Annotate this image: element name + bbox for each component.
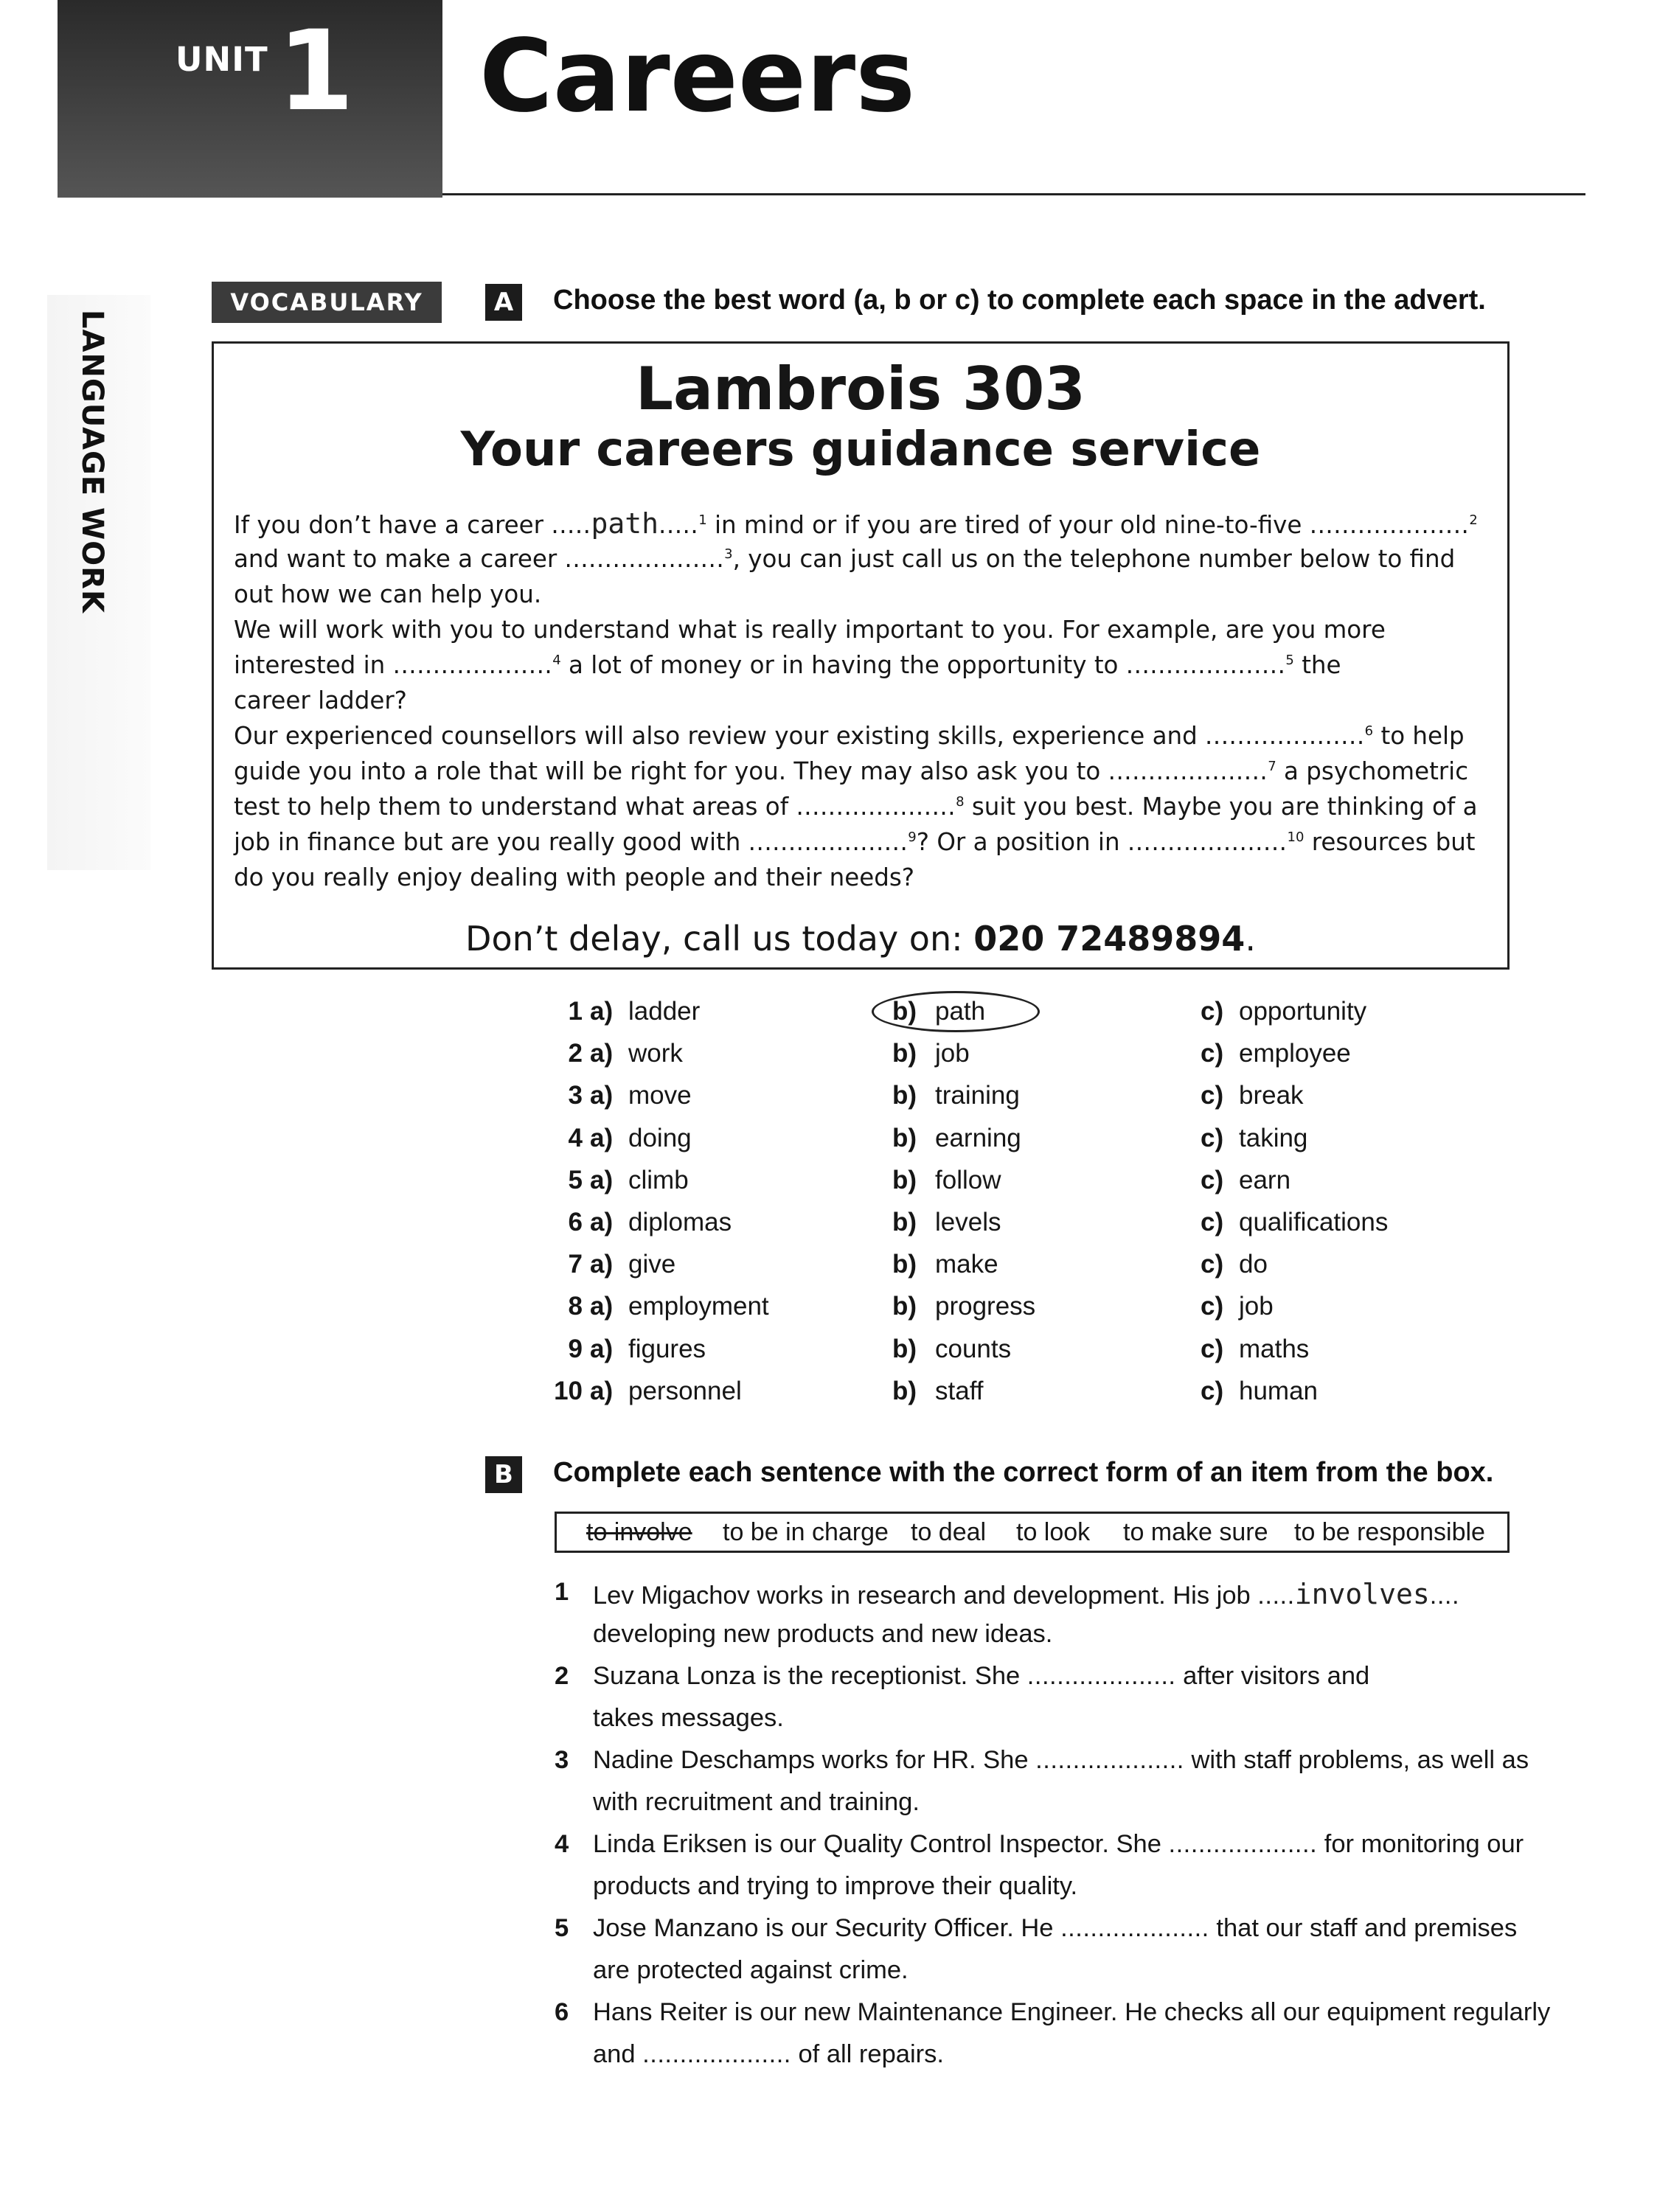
advert-text-run: in mind or if you are tired of your old nine-to-five — [706, 511, 1310, 539]
phone-number: 020 72489894 — [973, 919, 1246, 959]
handwritten-answer: path — [591, 507, 659, 540]
sentence-text: Lev Migachov works in research and development. His job — [593, 1582, 1258, 1610]
option-word-a: employment — [628, 1292, 769, 1321]
advert-line — [234, 754, 1495, 789]
advert-text-run: to help — [1373, 722, 1465, 750]
option-word-a: diplomas — [628, 1207, 732, 1237]
unit-number: 1 — [277, 7, 355, 136]
advert-text-run: a lot of money or in having the opportunity to — [560, 651, 1126, 679]
sentence-text: Nadine Deschamps works for HR. She — [593, 1746, 1036, 1774]
option-word-b: progress — [935, 1292, 1036, 1321]
sentence-line — [593, 1704, 784, 1733]
blank-dots: ..... — [1257, 1582, 1295, 1610]
option-letter-a: a) — [590, 1292, 614, 1321]
advert-text-run: and want to make a career — [234, 545, 565, 573]
sentence-text: with staff problems, as well as — [1184, 1746, 1529, 1774]
option-letter-a: a) — [590, 997, 614, 1026]
blank-dots: .................... — [1127, 828, 1288, 856]
sentence-line — [593, 1788, 920, 1817]
option-word-b: staff — [935, 1376, 984, 1405]
option-word-a: climb — [628, 1165, 689, 1194]
option-letter-c: c) — [1201, 1123, 1224, 1152]
advert-text-run: ? Or a position in — [916, 828, 1128, 856]
option-letter-c: c) — [1201, 1334, 1224, 1363]
advert-subtitle: Your careers guidance service — [460, 422, 1261, 477]
option-letter-b: b) — [892, 1376, 917, 1405]
choice-number: 1 — [568, 997, 583, 1026]
blank-dots: .................... — [564, 545, 725, 573]
choice-number: 4 — [568, 1123, 583, 1152]
choice-number: 3 — [568, 1081, 583, 1110]
gap-number: 8 — [956, 794, 965, 810]
unit-header-block — [58, 0, 442, 198]
advert-text-run: test to help them to understand what areas of — [234, 793, 796, 821]
advert-text-run: guide you into a role that will be right for you. They may also ask you to — [234, 757, 1108, 785]
option-word-a: doing — [628, 1123, 692, 1152]
option-letter-a: a) — [590, 1165, 614, 1194]
sentence-number: 6 — [555, 1998, 569, 2026]
option-word-b: make — [935, 1250, 998, 1279]
blank-dots: .................... — [1035, 1746, 1184, 1774]
blank-dots: .................... — [642, 2040, 791, 2068]
choice-number: 10 — [554, 1376, 583, 1405]
choice-number: 9 — [568, 1334, 583, 1363]
option-letter-a: a) — [590, 1123, 614, 1152]
advert-line — [234, 612, 1495, 647]
advert-text-run: out how we can help you. — [234, 580, 542, 608]
sentence-line — [593, 1914, 1517, 1943]
box-item: to make sure — [1123, 1517, 1268, 1546]
advert-text-run: a psychometric — [1276, 757, 1469, 785]
blank-dots: .................... — [1309, 511, 1470, 539]
title-divider — [442, 193, 1585, 195]
sentence-line — [593, 1578, 1459, 1610]
choice-number: 2 — [568, 1039, 583, 1068]
sentence-list — [555, 1578, 1551, 2082]
answer-circle — [872, 991, 1040, 1032]
section-a-instruction: Choose the best word (a, b or c) to complete each space in the advert. — [553, 285, 1486, 316]
gap-number: 3 — [724, 546, 733, 563]
gap-number: 6 — [1364, 723, 1374, 740]
option-word-b: path — [935, 997, 986, 1026]
option-word-a: personnel — [628, 1376, 742, 1405]
option-word-b: earning — [935, 1123, 1021, 1152]
option-letter-a: a) — [590, 1250, 614, 1279]
advert-line — [234, 824, 1495, 860]
option-word-c: opportunity — [1239, 997, 1367, 1026]
option-letter-b: b) — [892, 1334, 917, 1363]
sentence-number: 4 — [555, 1830, 569, 1858]
vocabulary-tag: VOCABULARY — [212, 282, 442, 323]
sentence-text: that our staff and premises — [1209, 1914, 1518, 1942]
sentence-number: 2 — [555, 1662, 569, 1690]
advert-text-run: interested in — [234, 651, 393, 679]
option-letter-b: b) — [892, 1039, 917, 1068]
box-item: to be responsible — [1294, 1517, 1485, 1546]
option-word-b: job — [935, 1039, 970, 1068]
option-word-c: employee — [1239, 1039, 1351, 1068]
sentence-item — [555, 1830, 1524, 1914]
option-word-c: earn — [1239, 1165, 1291, 1194]
sentence-item — [555, 1662, 1513, 1746]
option-word-b: counts — [935, 1334, 1012, 1363]
option-word-a: work — [628, 1039, 683, 1068]
option-word-c: maths — [1239, 1334, 1310, 1363]
sentence-item — [555, 1998, 1551, 2082]
gap-number: 10 — [1287, 830, 1305, 846]
sentence-line — [593, 1620, 1052, 1649]
call-text: Don’t delay, call us today on: — [465, 919, 974, 959]
option-letter-b: b) — [892, 1207, 917, 1237]
blank-dots: .................... — [748, 828, 909, 856]
box-item: to deal — [911, 1517, 987, 1546]
sentence-text: Suzana Lonza is the receptionist. She — [593, 1662, 1027, 1690]
box-item: to involve — [586, 1517, 692, 1546]
sentence-text: developing new products and new ideas. — [593, 1620, 1053, 1648]
blank-dots: ..... — [551, 511, 591, 539]
option-letter-c: c) — [1201, 1292, 1224, 1321]
sentence-text: for monitoring our — [1317, 1830, 1524, 1858]
sentence-text: with recruitment and training. — [593, 1788, 920, 1816]
choice-number: 8 — [568, 1292, 583, 1321]
box-item: to be in charge — [723, 1517, 889, 1546]
advert-text-run: , you can just call us on the telephone number below to find — [732, 545, 1456, 573]
sentence-item — [555, 1914, 1518, 1998]
sentence-line — [593, 1998, 1550, 2027]
sentence-line — [593, 2040, 944, 2069]
sentence-number: 5 — [555, 1914, 569, 1942]
unit-label: UNIT — [176, 40, 268, 79]
option-word-a: ladder — [628, 997, 701, 1026]
blank-dots: .................... — [796, 793, 956, 821]
advert-line — [234, 718, 1495, 754]
option-letter-c: c) — [1201, 1207, 1224, 1237]
advert-call-line — [214, 919, 1507, 959]
sentence-line — [593, 1662, 1369, 1691]
box-item: to look — [1016, 1517, 1091, 1546]
sentence-line — [593, 1830, 1524, 1859]
advert-text-run: the — [1293, 651, 1341, 679]
option-letter-b: b) — [892, 1165, 917, 1194]
blank-dots: .................... — [1205, 722, 1365, 750]
sentence-line — [593, 1872, 1077, 1901]
sentence-item — [555, 1746, 1529, 1830]
option-word-c: job — [1239, 1292, 1274, 1321]
advert-title: Lambrois 303 — [636, 355, 1085, 423]
option-letter-c: c) — [1201, 1250, 1224, 1279]
advert-text-run: do you really enjoy dealing with people and their needs? — [234, 863, 915, 891]
option-word-c: taking — [1239, 1123, 1308, 1152]
gap-number: 1 — [698, 512, 707, 529]
option-letter-c: c) — [1201, 1039, 1224, 1068]
advert-line — [234, 577, 1495, 612]
sentence-number: 1 — [555, 1578, 569, 1606]
section-a-letter: A — [485, 284, 522, 321]
blank-dots: .................... — [1125, 651, 1286, 679]
blank-dots: ..... — [659, 511, 699, 539]
option-letter-c: c) — [1201, 1376, 1224, 1405]
option-word-a: figures — [628, 1334, 706, 1363]
option-letter-b: b) — [892, 1292, 917, 1321]
choice-number: 5 — [568, 1165, 583, 1194]
sentence-text: takes messages. — [593, 1704, 784, 1732]
sentence-text: products and trying to improve their quality. — [593, 1872, 1078, 1900]
choice-number: 6 — [568, 1207, 583, 1237]
option-letter-a: a) — [590, 1376, 614, 1405]
option-letter-b: b) — [892, 1250, 917, 1279]
option-letter-c: c) — [1201, 1081, 1224, 1110]
option-word-b: training — [935, 1081, 1020, 1110]
option-letter-b: b) — [892, 997, 917, 1026]
sentence-number: 3 — [555, 1746, 569, 1774]
blank-dots: .................... — [1168, 1830, 1318, 1858]
sentence-line — [593, 1956, 909, 1985]
side-label-text: LANGUAGE WORK — [75, 310, 109, 613]
option-letter-c: c) — [1201, 997, 1224, 1026]
advert-text-run: If you don’t have a career — [234, 511, 552, 539]
sentence-item — [555, 1578, 1513, 1662]
blank-dots: .................... — [1108, 757, 1268, 785]
option-letter-a: a) — [590, 1039, 614, 1068]
blank-dots: .... — [1429, 1582, 1460, 1610]
option-letter-a: a) — [590, 1081, 614, 1110]
option-word-a: move — [628, 1081, 692, 1110]
option-letter-b: b) — [892, 1081, 917, 1110]
advert-text-run: Our experienced counsellors will also review your existing skills, experience and — [234, 722, 1206, 750]
advert-text-run: resources but — [1304, 828, 1476, 856]
sentence-text: after visitors and — [1175, 1662, 1370, 1690]
option-word-b: follow — [935, 1165, 1001, 1194]
gap-number: 4 — [552, 653, 561, 669]
option-letter-c: c) — [1201, 1165, 1224, 1194]
sentence-text: are protected against crime. — [593, 1956, 909, 1984]
sentence-text: Jose Manzano is our Security Officer. He — [593, 1914, 1061, 1942]
option-word-b: levels — [935, 1207, 1001, 1237]
advert-line — [234, 860, 1495, 895]
sentence-text: of all repairs. — [791, 2040, 944, 2068]
sentence-text: Hans Reiter is our new Maintenance Engineer. He checks all our equipment regularly — [593, 1998, 1551, 2026]
sentence-text: Linda Eriksen is our Quality Control Inspector. She — [593, 1830, 1169, 1858]
option-letter-b: b) — [892, 1123, 917, 1152]
sentence-line — [593, 1746, 1529, 1775]
advert-line — [234, 683, 1495, 718]
advert-text-run: career ladder? — [234, 686, 407, 714]
option-word-a: give — [628, 1250, 676, 1279]
advert-text-run: suit you best. Maybe you are thinking of a — [964, 793, 1478, 821]
blank-dots: .................... — [392, 651, 553, 679]
advert-box — [212, 341, 1510, 970]
choice-number: 7 — [568, 1250, 583, 1279]
option-letter-a: a) — [590, 1207, 614, 1237]
advert-line — [234, 506, 1495, 541]
advert-text-run: We will work with you to understand what is really important to you. For example, are you more — [234, 616, 1386, 644]
option-letter-a: a) — [590, 1334, 614, 1363]
advert-line — [234, 541, 1495, 577]
gap-number: 5 — [1285, 653, 1294, 669]
advert-line — [234, 647, 1495, 683]
section-b-letter: B — [485, 1456, 522, 1493]
advert-text — [234, 506, 1495, 895]
page-title: Careers — [479, 18, 916, 135]
handwritten-answer: involves — [1294, 1578, 1430, 1610]
gap-number: 7 — [1268, 759, 1276, 775]
section-b-instruction: Complete each sentence with the correct form of an item from the box. — [553, 1457, 1494, 1488]
option-word-c: do — [1239, 1250, 1268, 1279]
advert-line — [234, 789, 1495, 824]
option-word-c: qualifications — [1239, 1207, 1389, 1237]
blank-dots: .................... — [1026, 1662, 1176, 1690]
advert-text-run: job in finance but are you really good with — [234, 828, 748, 856]
word-box — [555, 1512, 1510, 1553]
gap-number: 2 — [1469, 512, 1478, 529]
sentence-text: and — [593, 2040, 643, 2068]
option-word-c: human — [1239, 1376, 1319, 1405]
call-end: . — [1245, 919, 1256, 959]
gap-number: 9 — [908, 830, 917, 846]
blank-dots: .................... — [1060, 1914, 1209, 1942]
option-word-c: break — [1239, 1081, 1304, 1110]
